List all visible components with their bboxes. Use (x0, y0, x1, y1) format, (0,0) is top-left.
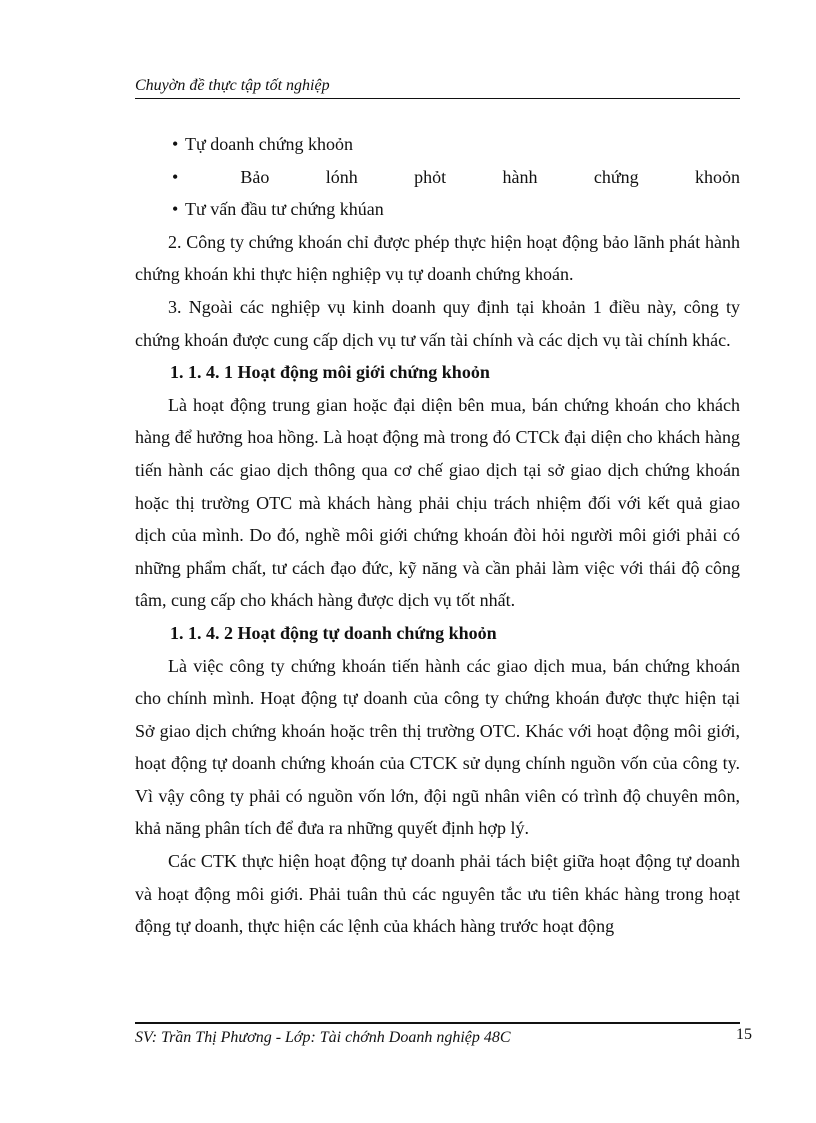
section-heading-brokerage: 1. 1. 4. 1 Hoạt động môi giới chứng khoỏn (170, 362, 490, 383)
bullet-word: lónh (325, 166, 358, 187)
bullet-item (135, 128, 740, 161)
paragraph-proprietary-trading: Là việc công ty chứng khoán tiến hành các giao dịch mua, bán chứng khoán cho chính mình. Hoạt động tự doanh của công ty chứng khoán được thực hiện tại Sở giao dịch chứng khoán hoặc trên thị trường OTC. Khác với hoạt động môi giới, hoạt động tự doanh chứng khoán của CTCK sử dụng chính nguồn vốn của công ty. Vì vậy công ty phải có nguồn vốn lớn, đội ngũ nhân viên có trình độ chuyên môn, khả năng phân tích để đưa ra những quyết định hợp lý. (135, 655, 740, 839)
section-heading-proprietary-trading: 1. 1. 4. 2 Hoạt động tự doanh chứng khoỏn (170, 622, 497, 643)
bullet-word: hành (502, 166, 538, 187)
bullet-item (135, 193, 740, 226)
bullet-word: Bảo (240, 166, 270, 187)
bullet-dot-icon: • (172, 199, 179, 220)
page-footer (135, 1022, 752, 1046)
header-title: Chuyờn đề thực tập tốt nghiệp (135, 77, 330, 94)
page-body (135, 128, 740, 943)
bullet-word: khoỏn (694, 166, 740, 187)
paragraph-separation: Các CTK thực hiện hoạt động tự doanh phải tách biệt giữa hoạt động tự doanh và hoạt động môi giới. Phải tuân thủ các nguyên tắc ưu tiên khác hàng trong hoạt động tự doanh, thực hiện các lệnh của khách hàng trước hoạt động (135, 851, 740, 937)
bullet-dot-icon: • (172, 166, 179, 187)
bullet-word: phỏt (414, 166, 447, 187)
bullet-text: Tự doanh chứng khoỏn (185, 134, 353, 154)
paragraph-clause-2: 2. Công ty chứng khoán chỉ được phép thực hiện hoạt động bảo lãnh phát hành chứng khoán khi thực hiện nghiệp vụ tự doanh chứng khoán. (135, 231, 740, 285)
bullet-text: Tư vấn đầu tư chứng khúan (185, 199, 384, 220)
paragraph-brokerage: Là hoạt động trung gian hoặc đại diện bên mua, bán chứng khoán cho khách hàng để hưởng hoa hồng. Là hoạt động mà trong đó CTCk đại diện cho khách hàng tiến hành các giao dịch thông qua cơ chế giao dịch tại sở giao dịch chứng khoán hoặc thị trường OTC mà khách hàng phải chịu trách nhiệm đối với kết quả giao dịch của mình. Do đó, nghề môi giới chứng khoán đòi hỏi người môi giới phải có những phẩm chất, tư cách đạo đức, kỹ năng và cần phải làm việc với thái độ công tâm, cung cấp cho khách hàng được dịch vụ tốt nhất. (135, 394, 740, 611)
paragraph-clause-3: 3. Ngoài các nghiệp vụ kinh doanh quy định tại khoản 1 điều này, công ty chứng khoán được cung cấp dịch vụ tư vấn tài chính và các dịch vụ tài chính khác. (135, 296, 740, 350)
footer-author: SV: Trần Thị Phương - Lớp: Tài chớnh Doanh nghiệp 48C (135, 1029, 511, 1046)
page-header (135, 74, 740, 99)
bullet-item-spread (135, 161, 740, 194)
bullet-word: chứng (593, 166, 639, 187)
bullet-dot-icon: • (172, 134, 179, 154)
page-number: 15 (736, 1026, 752, 1043)
